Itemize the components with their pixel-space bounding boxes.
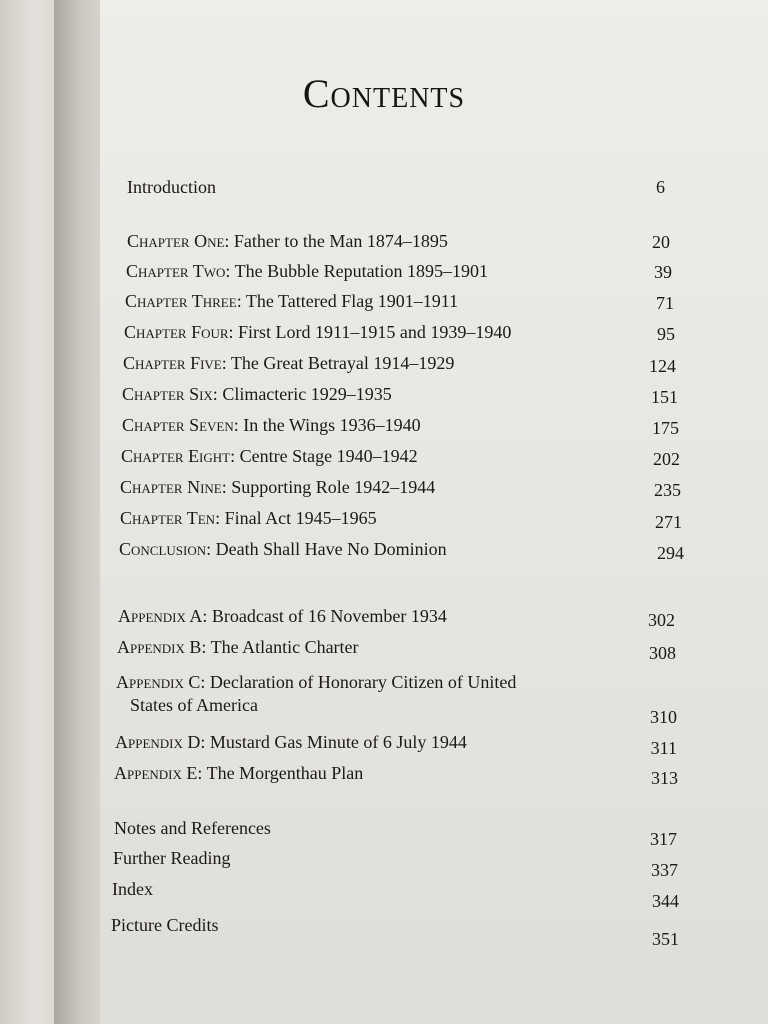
toc-entry-title: Mustard Gas Minute of 6 July 1944 (209, 732, 467, 752)
toc-entry-separator: : (197, 763, 207, 783)
toc-entry (124, 321, 511, 344)
toc-entry-label: Appendix A (118, 606, 203, 626)
toc-entry-title: Picture Credits (111, 915, 219, 935)
toc-entry-separator: : (202, 606, 212, 626)
toc-entry-separator: : (224, 231, 234, 251)
toc-entry-separator: : (221, 353, 231, 373)
toc-entry-separator: : (236, 291, 246, 311)
toc-page-number: 175 (652, 418, 679, 438)
toc-entry (120, 476, 435, 499)
toc-page-number: 95 (657, 324, 675, 344)
toc-entry-label: Appendix E (114, 763, 198, 783)
toc-page-number: 313 (651, 768, 678, 788)
toc-page-number: 311 (650, 738, 677, 758)
toc-page-number: 124 (649, 356, 676, 376)
toc-page-number: 344 (652, 891, 679, 911)
toc-page-number: 151 (651, 387, 678, 407)
toc-entry-label: Appendix C (116, 672, 201, 692)
toc-entry-separator: : (200, 732, 210, 752)
toc-entry-label: Chapter Eight (121, 446, 231, 466)
toc-page-number: 351 (652, 929, 679, 949)
toc-entry-title: The Bubble Reputation 1895–1901 (234, 261, 489, 281)
toc-entry-title: Father to the Man 1874–1895 (233, 231, 448, 251)
toc-entry-title: Declaration of Honorary Citizen of United (209, 672, 517, 692)
toc-entry (125, 290, 458, 313)
toc-entry-label: Chapter One (127, 231, 225, 251)
toc-entry-title: Death Shall Have No Dominion (215, 539, 447, 559)
toc-entry (122, 383, 392, 406)
toc-entry-title: Centre Stage 1940–1942 (239, 446, 418, 466)
toc-entry-title: Introduction (127, 177, 216, 197)
toc-entry (114, 817, 271, 840)
toc-entry-separator: : (221, 477, 232, 497)
toc-entry-label: Chapter Two (126, 261, 226, 281)
toc-entry-title: Supporting Role 1942–1944 (231, 477, 436, 497)
toc-page-number: 235 (654, 480, 681, 500)
toc-entry-separator: : (206, 539, 216, 559)
toc-entry-separator: : (201, 637, 211, 657)
toc-entry-label: Chapter Nine (120, 477, 222, 497)
toc-entry-separator: : (225, 261, 235, 281)
toc-entry (126, 260, 488, 283)
page-title: Contents (302, 71, 466, 116)
toc-entry (127, 176, 216, 199)
toc-page-number: 6 (656, 177, 665, 197)
toc-entry-label: Chapter Three (125, 291, 237, 311)
toc-entry-title: Climacteric 1929–1935 (222, 384, 392, 404)
toc-entry (127, 230, 448, 253)
toc-entry-title: The Morgenthau Plan (206, 763, 364, 783)
toc-entry-title: The Atlantic Charter (210, 637, 359, 657)
toc-entry-title: Notes and References (114, 818, 271, 838)
toc-entry-separator: : (228, 322, 239, 342)
toc-entry-separator: : (200, 672, 210, 692)
toc-page-number: 302 (648, 610, 675, 630)
toc-entry-separator: : (215, 508, 225, 528)
toc-entry-separator: : (230, 446, 240, 466)
toc-entry-label: Appendix D (115, 732, 201, 752)
toc-entry-label: Chapter Four (124, 322, 229, 342)
toc-page-number: 39 (654, 262, 672, 282)
toc-entry-title-continued: States of America (130, 695, 258, 715)
toc-entry (119, 538, 447, 561)
toc-entry (117, 636, 359, 659)
toc-entry-label: Chapter Six (122, 384, 213, 404)
toc-entry (122, 414, 421, 437)
toc-entry-separator: : (233, 415, 244, 435)
toc-entry (111, 914, 218, 937)
toc-page-number: 337 (651, 860, 678, 880)
toc-page-number: 271 (655, 512, 682, 532)
toc-page-number: 71 (656, 293, 674, 313)
toc-page-number: 308 (649, 643, 676, 663)
toc-page-number: 310 (650, 707, 677, 727)
toc-entry-title: In the Wings 1936–1940 (243, 415, 421, 435)
toc-entry-title: The Great Betrayal 1914–1929 (230, 353, 455, 373)
toc-entry-title: First Lord 1911–1915 and 1939–1940 (238, 322, 512, 342)
toc-entry-label: Appendix B (117, 637, 202, 657)
toc-entry (113, 847, 230, 870)
toc-entry-title: Further Reading (113, 848, 231, 868)
toc-entry (114, 762, 363, 785)
toc-entry (112, 878, 153, 901)
toc-page-number: 20 (652, 232, 670, 252)
toc-entry-title: Final Act 1945–1965 (224, 508, 377, 528)
toc-entry-label: Chapter Seven (122, 415, 234, 435)
toc-page-number: 294 (657, 543, 684, 563)
toc-entry (118, 605, 447, 628)
toc-entry (116, 671, 516, 717)
toc-entry-title: The Tattered Flag 1901–1911 (245, 291, 459, 311)
toc-entry (123, 352, 454, 375)
toc-entry-title: Broadcast of 16 November 1934 (211, 606, 447, 626)
toc-entry (121, 445, 418, 468)
toc-entry-separator: : (212, 384, 223, 404)
toc-entry (115, 731, 467, 754)
toc-entry (120, 507, 377, 530)
toc-entry-title: Index (112, 879, 153, 899)
toc-page-number: 317 (650, 829, 677, 849)
toc-entry-label: Conclusion (119, 539, 207, 559)
toc-page-number: 202 (653, 449, 680, 469)
toc-entry-label: Chapter Ten (120, 508, 216, 528)
toc-entry-label: Chapter Five (123, 353, 222, 373)
